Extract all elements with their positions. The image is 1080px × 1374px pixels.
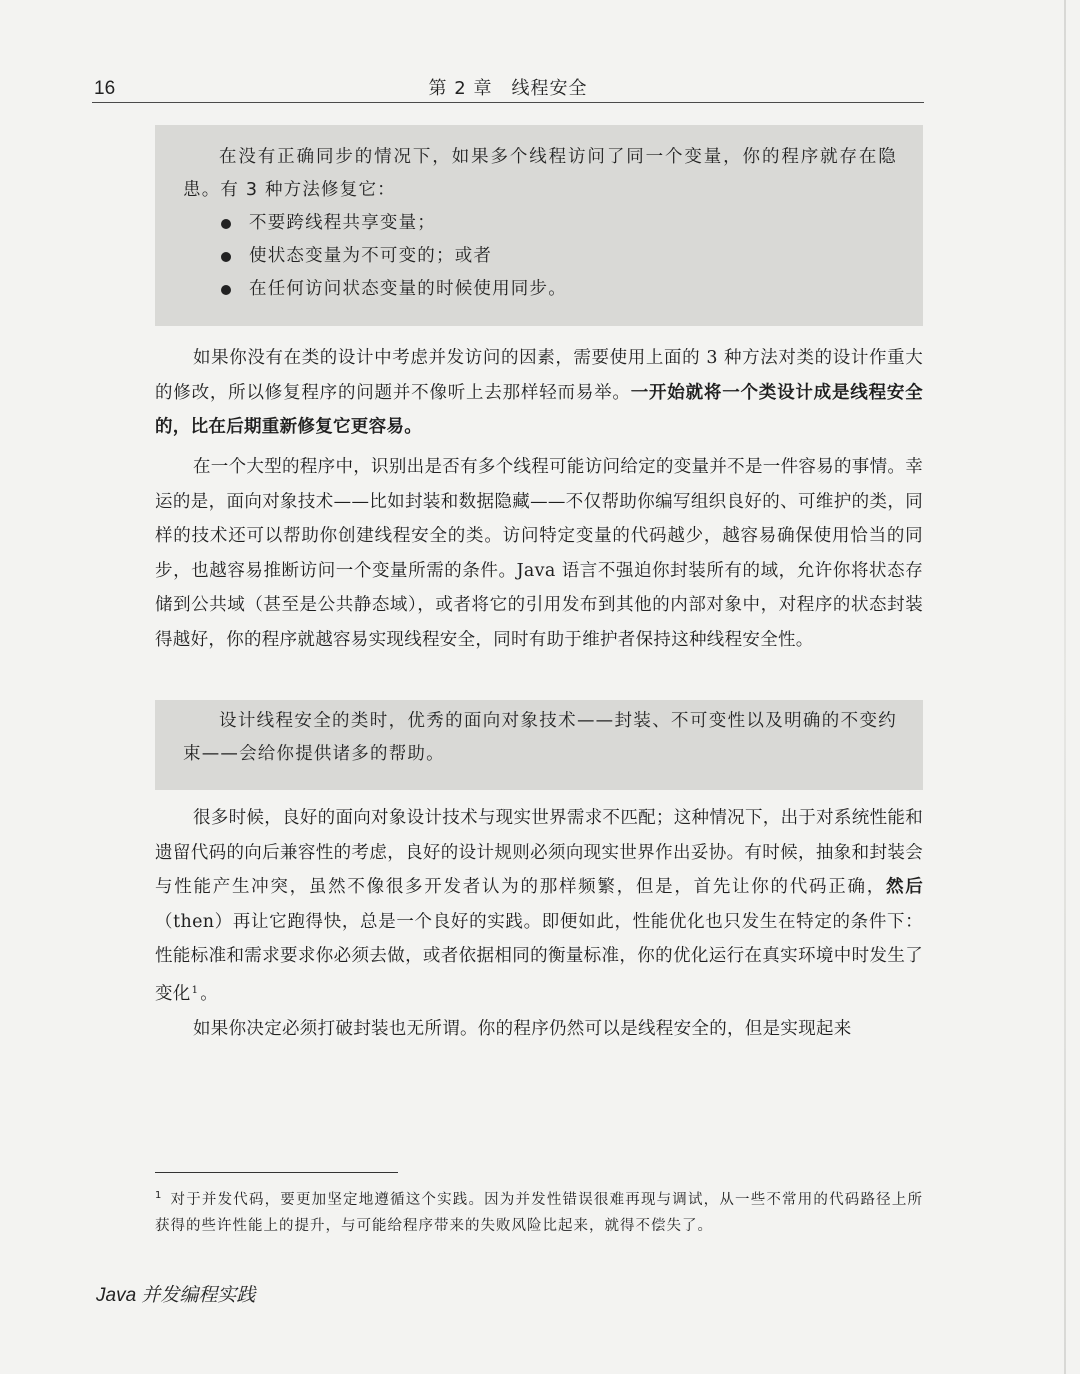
- key-point-box: [155, 125, 923, 326]
- list-item: [221, 273, 897, 306]
- paragraph-break-encapsulation: [155, 1012, 923, 1047]
- running-header: [92, 70, 924, 103]
- paragraph-text: 在一个大型的程序中，识别出是否有多个线程可能访问给定的变量并不是一件容易的事情。幸运的是，面向对象技术——比如封装和数据隐藏——不仅帮助你编写组织良好的、可维护的类，同样的技术还可以帮助你创建线程安全的类。访问特定变量的代码越少，越容易确保使用恰当的同步，也越容易推断访问一个变量所需的条件。Java 语言不强迫你封装所有的域，允许你将状态存储到公共域（甚至是公共静态域），或者将它的引用发布到其他的内部对象中，对程序的状态封装得越好，你的程序就越容易实现线程安全，同时有助于维护者保持这种线程安全性。: [155, 457, 923, 650]
- list-item: [221, 207, 897, 240]
- footnote-reference[interactable]: 1: [191, 984, 199, 996]
- paragraph-text: 如果你决定必须打破封装也无所谓。你的程序仍然可以是线程安全的，但是实现起来: [193, 1019, 852, 1039]
- paragraph-encapsulation: [155, 450, 923, 657]
- emphasis-text: 一开始就将一个类设计成是线程安全的，比在后期重新修复它更容易。: [155, 382, 923, 437]
- chapter-title: 第 2 章 线程安全: [428, 78, 588, 99]
- list-item-text: 使状态变量为不可变的；或者: [249, 246, 493, 266]
- paragraph-text: 如果你没有在类的设计中考虑并发访问的因素，需要使用上面的 3 种方法对类的设计作重大的修改，所以修复程序的问题并不像听上去那样轻而易举。: [155, 348, 923, 403]
- footnote-divider: [155, 1172, 398, 1173]
- bullet-icon: [221, 252, 231, 262]
- key-point-box-oo: [155, 700, 923, 790]
- emphasis-text: 然后: [885, 877, 923, 897]
- scan-edge: [1064, 0, 1066, 1374]
- list-item: [221, 240, 897, 273]
- fix-methods-list: [183, 207, 897, 306]
- paragraph-text: 很多时候，良好的面向对象设计技术与现实世界需求不匹配；这种情况下，出于对系统性能和遗留代码的向后兼容性的考虑，良好的设计规则必须向现实世界作出妥协。有时候，抽象和封装会与性能产生冲突，虽然不像很多开发者认为的那样频繁，但是，首先让你的代码正确，: [155, 808, 923, 897]
- book-title-footer: Java 并发编程实践: [96, 1285, 256, 1306]
- footnote: [155, 1183, 923, 1239]
- list-item-text: 不要跨线程共享变量；: [249, 213, 436, 233]
- paragraph-text: （then）再让它跑得快，总是一个良好的实践。即便如此，性能优化也只发生在特定的条件下：性能标准和需求要求你必须去做，或者依据相同的衡量标准，你的优化运行在真实环境中时发生了变化: [155, 911, 923, 1004]
- paragraph-text: 。: [200, 983, 219, 1004]
- paragraph-performance: [155, 801, 923, 1011]
- list-item-text: 在任何访问状态变量的时候使用同步。: [249, 279, 567, 299]
- page-number: 16: [94, 78, 116, 99]
- bullet-icon: [221, 219, 231, 229]
- key-point-text: 在没有正确同步的情况下，如果多个线程访问了同一个变量，你的程序就存在隐患。有 3 种方法修复它：: [183, 147, 897, 200]
- footnote-text: 对于并发代码，要更加坚定地遵循这个实践。因为并发性错误很难再现与调试，从一些不常用的代码路径上所获得的些许性能上的提升，与可能给程序带来的失败风险比起来，就得不偿失了。: [155, 1192, 923, 1234]
- footnote-marker: 1: [155, 1190, 163, 1201]
- paragraph-design-concurrency: [155, 341, 923, 445]
- key-point-text: 设计线程安全的类时，优秀的面向对象技术——封装、不可变性以及明确的不变约束——会给你提供诸多的帮助。: [183, 711, 897, 764]
- bullet-icon: [221, 285, 231, 295]
